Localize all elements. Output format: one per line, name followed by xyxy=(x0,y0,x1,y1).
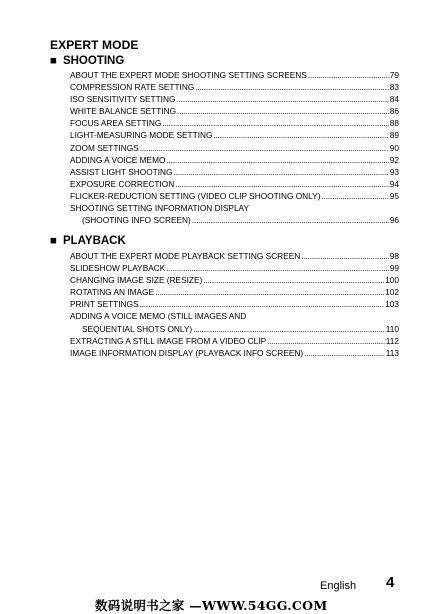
footer-language-label: English xyxy=(320,580,357,592)
toc-entry-title: ZOOM SETTINGS xyxy=(70,142,139,153)
leader-dots xyxy=(301,250,389,262)
toc-entry[interactable] xyxy=(70,105,399,117)
leader-dots xyxy=(321,190,388,202)
toc-entry-page: 110 xyxy=(385,323,399,334)
leader-dots xyxy=(176,93,388,105)
leader-dots xyxy=(308,69,389,81)
toc-entry[interactable] xyxy=(70,154,399,166)
leader-dots xyxy=(195,81,388,93)
toc-entry-page: 95 xyxy=(389,190,399,201)
toc-entry-page: 113 xyxy=(385,347,399,358)
leader-dots xyxy=(174,166,389,178)
page-title: EXPERT MODE xyxy=(50,38,139,52)
section-heading-label: SHOOTING xyxy=(62,55,125,67)
leader-dots xyxy=(193,323,385,335)
toc-entry-title: COMPRESSION RATE SETTING xyxy=(70,82,195,93)
toc-entry-title: ABOUT THE EXPERT MODE PLAYBACK SETTING SCREEN xyxy=(70,251,301,261)
page-number: 4 xyxy=(386,574,395,591)
toc-entry[interactable] xyxy=(70,347,399,359)
leader-dots xyxy=(304,347,385,359)
leader-dots xyxy=(213,129,388,141)
toc-entry[interactable] xyxy=(70,93,399,105)
toc-entry-page: 99 xyxy=(389,263,399,274)
toc-entry-title: ISO SENSITIVITY SETTING xyxy=(70,94,176,105)
toc-entry-title: ABOUT THE EXPERT MODE SHOOTING SETTING SCREENS xyxy=(70,70,307,80)
toc-entry-page: 88 xyxy=(389,118,399,129)
section-heading-shooting xyxy=(50,55,124,67)
toc-entry-page: 92 xyxy=(389,154,399,165)
toc-entry-page: 103 xyxy=(385,299,399,310)
toc-list-shooting xyxy=(70,69,399,226)
toc-entry[interactable] xyxy=(70,142,399,154)
leader-dots xyxy=(140,298,385,310)
leader-dots xyxy=(162,117,388,129)
toc-entry-title: WHITE BALANCE SETTING xyxy=(70,106,177,117)
section-heading-playback xyxy=(50,235,126,247)
toc-entry-title-line1: ADDING A VOICE MEMO (STILL IMAGES AND xyxy=(70,311,247,322)
toc-entry[interactable] xyxy=(70,335,399,347)
leader-dots xyxy=(177,105,389,117)
toc-entry[interactable] xyxy=(70,298,399,310)
leader-dots xyxy=(166,154,388,166)
toc-entry[interactable] xyxy=(70,286,399,298)
toc-entry[interactable] xyxy=(70,117,399,129)
toc-entry-title: FOCUS AREA SETTING xyxy=(70,118,162,129)
toc-entry[interactable] xyxy=(70,81,399,93)
toc-entry[interactable] xyxy=(70,69,399,81)
toc-entry-page: 102 xyxy=(385,287,399,298)
toc-entry-page: 84 xyxy=(389,94,399,105)
toc-entry-title: ROTATING AN IMAGE xyxy=(70,287,155,298)
toc-entry[interactable] xyxy=(70,310,399,334)
toc-entry-page: 93 xyxy=(389,166,399,177)
toc-entry-page: 98 xyxy=(389,251,399,261)
square-bullet-icon: ■ xyxy=(50,55,57,67)
toc-entry-title: LIGHT-MEASURING MODE SETTING xyxy=(70,130,213,141)
toc-entry-title: SLIDESHOW PLAYBACK xyxy=(70,263,166,274)
toc-entry-title: EXTRACTING A STILL IMAGE FROM A VIDEO CLIP xyxy=(70,335,267,346)
toc-entry-title: SEQUENTIAL SHOTS ONLY) xyxy=(82,323,193,334)
toc-entry[interactable] xyxy=(70,202,399,226)
toc-entry[interactable] xyxy=(70,129,399,141)
watermark-text: 数码说明书之家 —WWW.54GG.COM xyxy=(95,598,328,613)
toc-entry-page: 96 xyxy=(389,215,399,226)
toc-entry-page: 112 xyxy=(385,335,399,346)
toc-entry-title: EXPOSURE CORRECTION xyxy=(70,178,175,189)
leader-dots xyxy=(140,142,389,154)
toc-entry-title: (SHOOTING INFO SCREEN) xyxy=(82,215,191,226)
toc-entry-page: 86 xyxy=(389,106,399,117)
section-heading-label: PLAYBACK xyxy=(62,235,126,247)
toc-entry-page: 83 xyxy=(389,82,399,93)
toc-entry-page: 90 xyxy=(389,142,399,153)
toc-entry-title: FLICKER-REDUCTION SETTING (VIDEO CLIP SHOOTING ONLY) xyxy=(70,190,321,201)
toc-entry-page: 79 xyxy=(389,70,399,80)
toc-entry-page: 94 xyxy=(389,178,399,189)
leader-dots xyxy=(166,262,388,274)
toc-entry-title-line1: SHOOTING SETTING INFORMATION DISPLAY xyxy=(70,203,250,214)
toc-entry[interactable] xyxy=(70,262,399,274)
toc-entry[interactable] xyxy=(70,166,399,178)
leader-dots xyxy=(192,214,389,226)
toc-entry-title: PRINT SETTINGS xyxy=(70,299,139,310)
toc-entry-page: 89 xyxy=(389,130,399,141)
toc-entry-title: IMAGE INFORMATION DISPLAY (PLAYBACK INFO SCREEN) xyxy=(70,347,304,358)
toc-list-playback xyxy=(70,250,399,359)
toc-entry[interactable] xyxy=(70,178,399,190)
leader-dots xyxy=(155,286,384,298)
toc-entry-title: ASSIST LIGHT SHOOTING xyxy=(70,166,173,177)
toc-entry-title: CHANGING IMAGE SIZE (RESIZE) xyxy=(70,275,203,286)
toc-entry[interactable] xyxy=(70,274,399,286)
toc-entry-page: 100 xyxy=(385,275,399,286)
leader-dots xyxy=(203,274,384,286)
square-bullet-icon: ■ xyxy=(50,235,57,247)
toc-entry[interactable] xyxy=(70,190,399,202)
toc-entry[interactable] xyxy=(70,250,399,262)
leader-dots xyxy=(267,335,385,347)
toc-entry-title: ADDING A VOICE MEMO xyxy=(70,154,166,165)
leader-dots xyxy=(175,178,389,190)
